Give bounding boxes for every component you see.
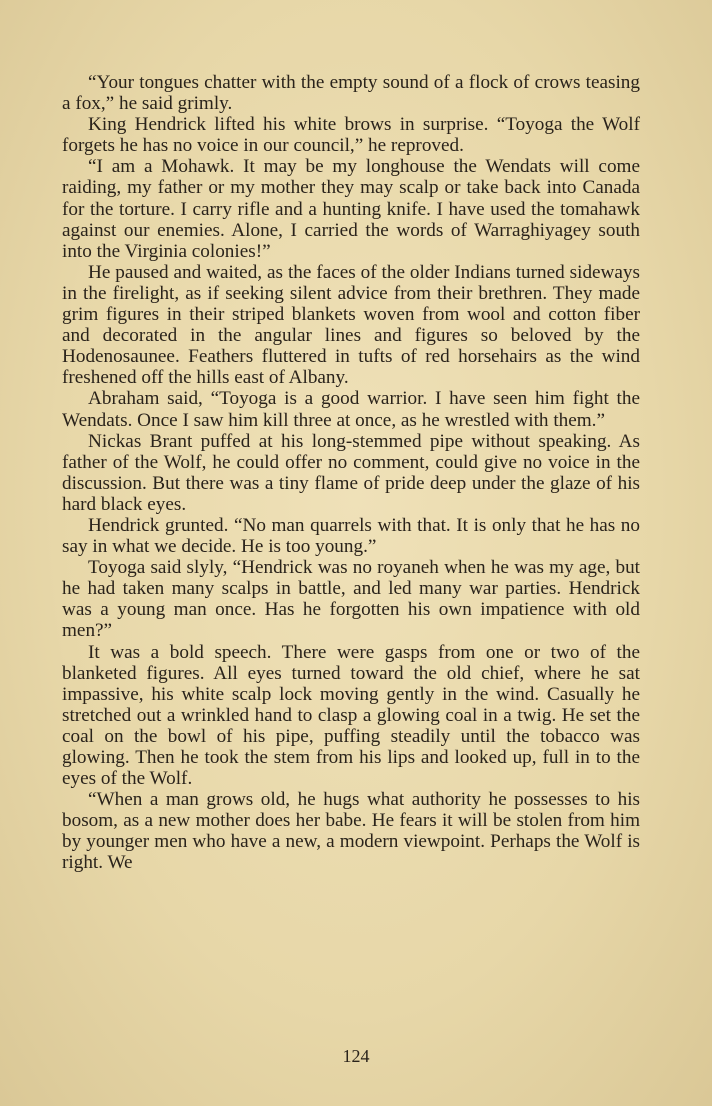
page-number: 124	[342, 1046, 370, 1066]
paragraph: Toyoga said slyly, “Hendrick was no royaneh when he was my age, but he had taken many scalps in battle, and led many war parties. Hendrick was a young man once. Has he forgotten his own impatience with old men?”	[62, 557, 640, 642]
paragraph: Hendrick grunted. “No man quarrels with that. It is only that he has no say in what we decide. He is too young.”	[62, 514, 640, 558]
paragraph: It was a bold speech. There were gasps from one or two of the blanketed figures. All eyes turned toward the old chief, where he sat impassive, his white scalp lock moving gently in the wind. Casually he stretched out a wrinkled hand to clasp a glowing coal in a twig. He set the coal on the bowl of his pipe, puffing steadily until the tobacco was glowing. Then he took the stem from his lips and looked up, full in to the eyes of the Wolf.	[62, 641, 640, 790]
paragraph: He paused and waited, as the faces of the older Indians turned sideways in the firelight, as if seeking silent advice from their brethren. They made grim figures in their striped blankets woven from wool and cotton fiber and decorated in the angular lines and figures so beloved by the Hodenosaunee. Feathers fluttered in tufts of red horsehairs as the wind freshened off the hills east of Albany.	[62, 261, 640, 389]
paragraph: King Hendrick lifted his white brows in surprise. “Toyoga the Wolf forgets he has no voice in our council,” he reproved.	[62, 114, 640, 157]
paragraph: “I am a Mohawk. It may be my longhouse the Wendats will come raiding, my father or my mother they may scalp or take back into Canada for the torture. I carry rifle and a hunting knife. I have used the tomahawk against our enemies. Alone, I carried the words of Warraghiyagey south into the Virginia colonies!”	[62, 156, 640, 262]
body-text	[62, 72, 640, 874]
paragraph: Nickas Brant puffed at his long-stemmed pipe without speaking. As father of the Wolf, he could offer no comment, could give no voice in the discussion. But there was a tiny flame of pride deep under the glaze of his hard black eyes.	[62, 430, 640, 515]
paragraph: “When a man grows old, he hugs what authority he possesses to his bosom, as a new mother does her babe. He fears it will be stolen from him by younger men who have a new, a modern viewpoint. Perhaps the Wolf is right. We	[62, 789, 640, 874]
paragraph: “Your tongues chatter with the empty sound of a flock of crows teasing a fox,” he said grimly.	[62, 72, 640, 115]
paragraph: Abraham said, “Toyoga is a good warrior. I have seen him fight the Wendats. Once I saw him kill three at once, as he wrestled with them.”	[62, 388, 640, 431]
